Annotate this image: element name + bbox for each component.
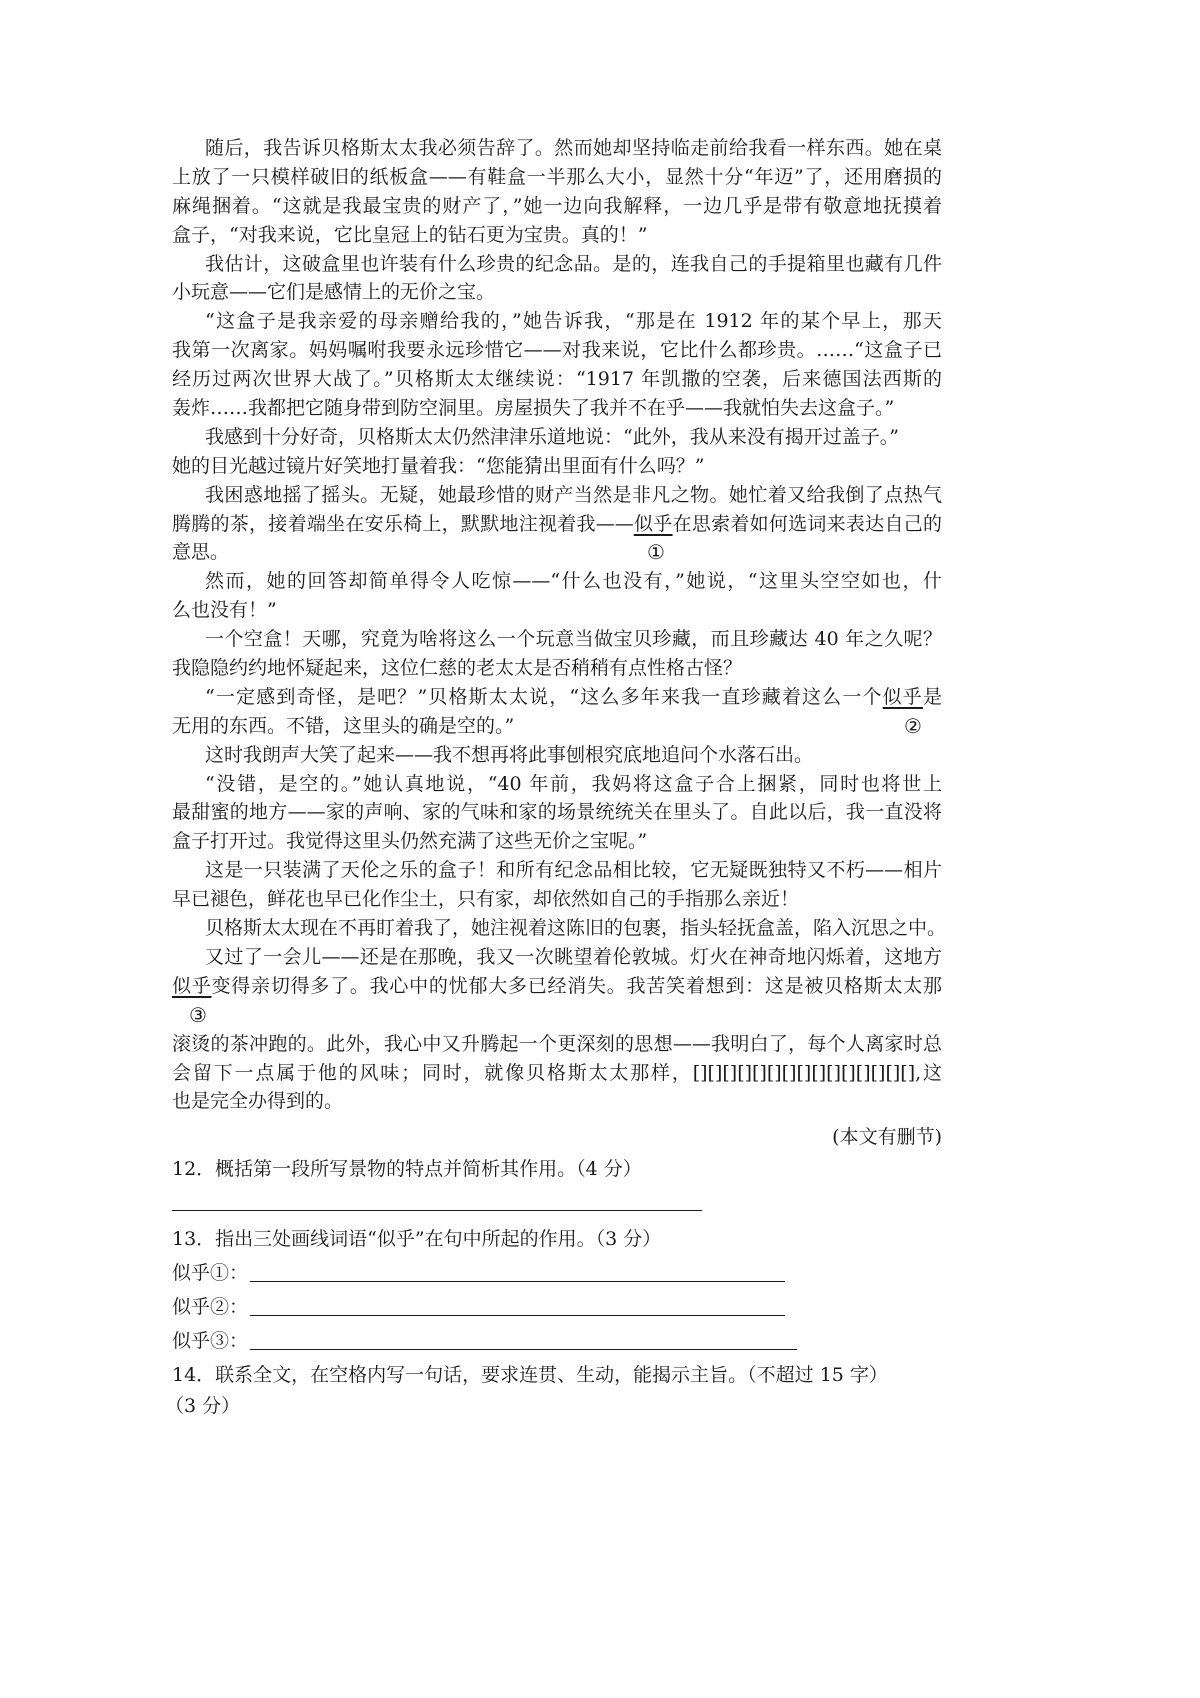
article-line: 最甜蜜的地方——家的声响、家的气味和家的场景统统关在里头了。自此以后，我一直没将 — [172, 801, 942, 824]
article-line: 早已褪色，鲜花也早已化作尘土，只有家，却依然如自己的手指那么亲近！ — [172, 888, 800, 911]
article-line: 随后，我告诉贝格斯太太我必须告辞了。然而她却坚持临走前给我看一样东西。她在桌 — [205, 137, 942, 159]
article-line: 这是一只装满了天伦之乐的盒子！和所有纪念品相比较，它无疑既独特又不朽——相片 — [205, 859, 942, 882]
article-line: 然而，她的回答却简单得令人吃惊——“什么也没有，”她说，“这里头空空如也，什 — [205, 570, 942, 593]
article-line: 我第一次离家。妈妈嘱咐我要永远珍惜它——对我来说，它比什么都珍贵。……“这盒子已 — [172, 339, 942, 362]
sub-item-label: 似乎③： — [172, 1330, 249, 1352]
article-line — [172, 683, 942, 712]
line-text: 在思索着如何选词来表达自己的 — [672, 512, 942, 535]
answer-line — [250, 1281, 785, 1282]
question-12-text: 12．概括第一段所写景物的特点并简析其作用。（4 分） — [172, 1158, 642, 1180]
article-line: 也是完全办得到的。 — [172, 1090, 344, 1113]
line-text: 无用的东西。不错，这里头的确是空的。” — [172, 714, 515, 737]
article-line: 盒子，“对我来说，它比皇冠上的钻石更为宝贵。真的！” — [172, 223, 648, 246]
answer-line — [250, 1315, 785, 1316]
article-line: 麻绳捆着。“这就是我最宝贵的财产了，”她一边向我解释，一边几乎是带有敬意地抚摸着 — [172, 194, 942, 217]
article-line: “这盒子是我亲爱的母亲赠给我的，”她告诉我，“那是在 1912 年的某个早上，那天 — [205, 310, 942, 333]
line-text: 意思。 — [172, 541, 230, 564]
article-line: 轰炸……我都把它随身带到防空洞里。房屋损失了我并不在乎——我就怕失去这盒子。” — [172, 397, 895, 420]
question-14-text: 14．联系全文，在空格内写一句话，要求连贯、生动，能揭示主旨。（不超过 15 字） — [172, 1364, 888, 1386]
answer-line — [250, 1349, 797, 1350]
article-line: 盒子打开过。我觉得这里头仍然充满了这些无价之宝呢。” — [172, 830, 648, 853]
article-line: 小玩意——它们是感情上的无价之宝。 — [172, 281, 496, 304]
article-line: 么也没有！” — [172, 599, 277, 622]
article-line: 一个空盒！天哪，究竟为啥将这么一个玩意当做宝贝珍藏，而且珍藏达 40 年之久呢？ — [205, 628, 942, 651]
article-line: 贝格斯太太现在不再盯着我了，她注视着这陈旧的包裹，指头轻抚盒盖，陷入沉思之中。 — [205, 917, 947, 940]
article-line: “没错，是空的。”她认真地说，“40 年前，我妈将这盒子合上捆紧，同时也将世上 — [205, 772, 942, 795]
article-line: 我估计，这破盒里也许装有什么珍贵的纪念品。是的，连我自己的手提箱里也藏有几件 — [205, 252, 942, 275]
article-line: 我隐隐约约地怀疑起来，这位仁慈的老太太是否稍稍有点性格古怪？ — [172, 657, 743, 680]
article-line — [172, 972, 942, 1001]
circled-marker-1: ① — [647, 540, 665, 565]
sub-item-label: 似乎②： — [172, 1296, 249, 1318]
abridged-note: (本文有删节) — [832, 1126, 942, 1148]
article-line — [172, 1059, 942, 1088]
circled-marker-3: ③ — [189, 1002, 207, 1027]
underlined-word-2: 似乎 — [882, 685, 923, 708]
article-line: 又过了一会儿——还是在那晚，我又一次眺望着伦敦城。灯火在神奇地闪烁着，这地方 — [205, 945, 942, 968]
underlined-word-1: 似乎 — [633, 512, 673, 535]
article-line: 我困惑地摇了摇头。无疑，她最珍惜的财产当然是非凡之物。她忙着又给我倒了点热气 — [205, 483, 942, 506]
line-text: ,这 — [915, 1061, 942, 1084]
underlined-word-3: 似乎 — [172, 974, 212, 997]
marker-row — [172, 1001, 942, 1030]
line-text: 是 — [922, 685, 942, 708]
article-line: 滚烫的茶冲跑的。此外，我心中又升腾起一个更深刻的思想——我明白了，每个人离家时总 — [172, 1032, 942, 1055]
article-line — [172, 510, 942, 539]
article-line: 这时我朗声大笑了起来——我不想再将此事刨根究底地追问个水落石出。 — [205, 743, 814, 766]
blank-boxes: [][][][][][][][][][][][][][][] — [692, 1061, 916, 1084]
reading-passage — [172, 134, 947, 1116]
question-13-text: 13．指出三处画线词语“似乎”在句中所起的作用。（3 分） — [172, 1228, 662, 1250]
article-line: 上放了一只模样破旧的纸板盒——有鞋盒一半那么大小，显然十分“年迈”了，还用磨损的 — [172, 165, 942, 188]
line-text: “一定感到奇怪，是吧？”贝格斯太太说，“这么多年来我一直珍藏着这么一个 — [205, 685, 883, 708]
article-line: 我感到十分好奇，贝格斯太太仍然津津乐道地说：“此外，我从来没有揭开过盖子。” — [205, 425, 899, 448]
line-text: 腾腾的茶，接着端坐在安乐椅上，默默地注视着我—— — [172, 512, 634, 535]
line-text: 会留下一点属于他的风味；同时，就像贝格斯太太那样， — [172, 1061, 693, 1084]
article-line — [172, 538, 942, 567]
sub-item-label: 似乎①： — [172, 1262, 249, 1284]
article-line: 经历过两次世界大战了。”贝格斯太太继续说：“1917 年凯撒的空袭，后来德国法西斯的 — [172, 368, 942, 391]
line-text: 变得亲切得多了。我心中的忧郁大多已经消失。我苦笑着想到：这是被贝格斯太太那 — [211, 974, 942, 997]
answer-line — [172, 1210, 702, 1211]
article-line: 她的目光越过镜片好笑地打量着我：“您能猜出里面有什么吗？” — [172, 454, 705, 477]
circled-marker-2: ② — [904, 713, 922, 738]
question-14-score: （3 分） — [165, 1395, 241, 1417]
article-line — [172, 712, 942, 741]
